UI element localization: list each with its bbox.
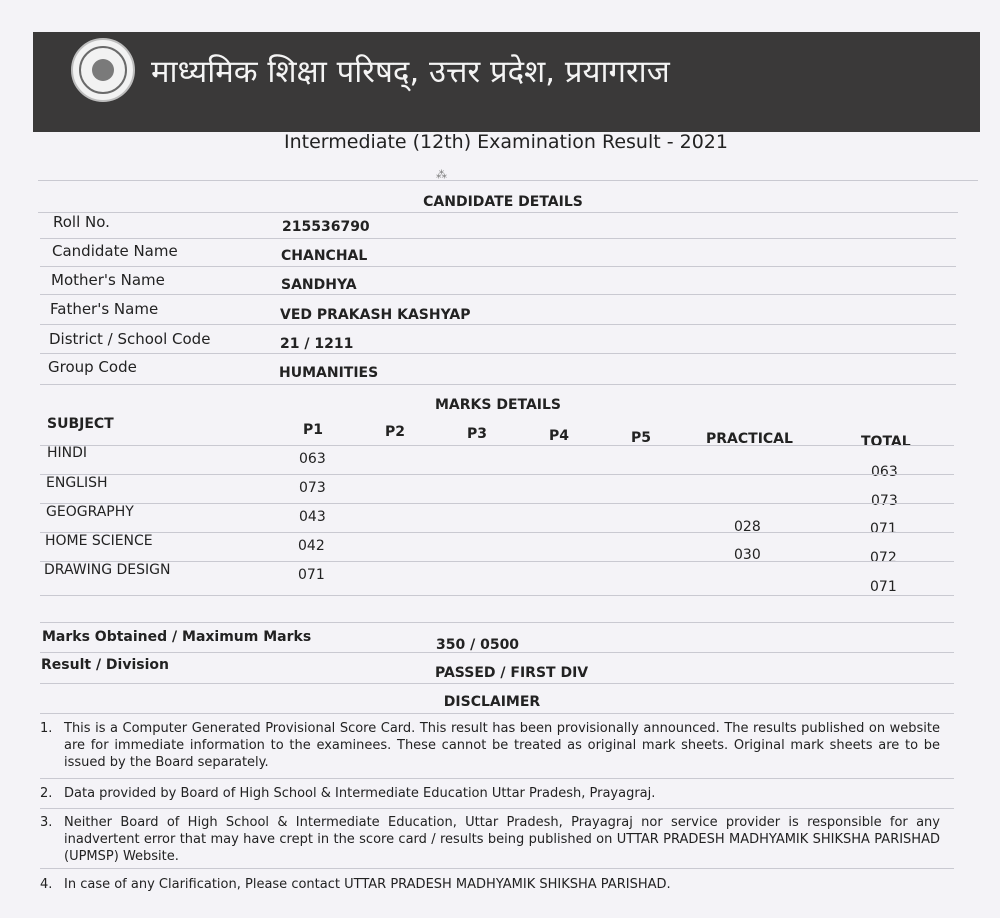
subject-cell: GEOGRAPHY xyxy=(46,504,134,520)
disclaimer-number: 4. xyxy=(40,877,53,892)
board-name: माध्यमिक शिक्षा परिषद्, उत्तर प्रदेश, प्रयागराज xyxy=(151,54,670,90)
total-cell: 071 xyxy=(870,579,897,595)
disclaimer-text: This is a Computer Generated Provisional Score Card. This result has been provisionally announced. The results published on website are for immediate information to the examinees. These cannot be treated as original mark sheets. Original mark sheets are to be issued by the Board separately. xyxy=(64,721,940,770)
p1-cell: 042 xyxy=(298,538,325,554)
district-school-code-label: District / School Code xyxy=(49,330,211,348)
total-cell: 073 xyxy=(871,493,898,509)
subject-cell: DRAWING DESIGN xyxy=(44,562,171,578)
result-division-value: PASSED / FIRST DIV xyxy=(435,665,589,681)
subject-cell: HINDI xyxy=(47,445,88,461)
practical-cell: 030 xyxy=(734,547,761,563)
disclaimer-number: 3. xyxy=(40,815,53,830)
page-title: Intermediate (12th) Examination Result - 2021 xyxy=(284,131,728,153)
p1-cell: 073 xyxy=(299,480,326,496)
total-cell: 071 xyxy=(870,521,897,537)
col-p5-header: P5 xyxy=(631,430,652,446)
col-total-header: TOTAL xyxy=(861,434,911,450)
p1-cell: 071 xyxy=(298,567,325,583)
disclaimer-number: 1. xyxy=(40,721,53,736)
col-p4-header: P4 xyxy=(549,428,570,444)
result-division-label: Result / Division xyxy=(41,657,169,673)
p1-cell: 063 xyxy=(299,451,326,467)
group-code-label: Group Code xyxy=(48,358,137,376)
practical-cell: 028 xyxy=(734,519,761,535)
candidate-name-label: Candidate Name xyxy=(52,242,178,260)
candidate-name-value: CHANCHAL xyxy=(281,248,368,264)
disclaimer-text: Data provided by Board of High School & Intermediate Education Uttar Pradesh, Prayagraj. xyxy=(64,786,656,801)
col-p3-header: P3 xyxy=(467,426,488,442)
header-banner xyxy=(33,32,980,132)
disclaimer-item xyxy=(40,720,940,771)
group-code-value: HUMANITIES xyxy=(279,365,379,381)
col-p2-header: P2 xyxy=(385,424,406,440)
father-name-value: VED PRAKASH KASHYAP xyxy=(280,307,471,323)
disclaimer-item xyxy=(40,814,940,865)
col-p1-header: P1 xyxy=(303,422,324,438)
candidate-details-heading: CANDIDATE DETAILS xyxy=(423,194,583,210)
col-practical-header: PRACTICAL xyxy=(706,431,793,447)
district-school-code-value: 21 / 1211 xyxy=(280,336,354,352)
disclaimer-item xyxy=(40,785,940,802)
disclaimer-heading: DISCLAIMER xyxy=(443,694,541,710)
roll-no-label: Roll No. xyxy=(53,213,110,231)
subject-cell: ENGLISH xyxy=(46,475,108,491)
father-name-label: Father's Name xyxy=(50,300,159,318)
scan-mark-icon: ⁂ xyxy=(436,168,447,181)
total-cell: 072 xyxy=(870,550,897,566)
marks-details-heading: MARKS DETAILS xyxy=(434,397,562,413)
subject-cell: HOME SCIENCE xyxy=(45,533,153,549)
mother-name-value: SANDHYA xyxy=(281,277,357,293)
disclaimer-text: Neither Board of High School & Intermediate Education, Uttar Pradesh, Prayagraj nor service provider is responsible for any inadvertent error that may have crept in the score card / results being published on UTTAR PRADESH MADHYAMIK SHIKSHA PARISHAD (UPMSP) Website. xyxy=(64,815,940,864)
marks-obtained-value: 350 / 0500 xyxy=(436,637,520,653)
mother-name-label: Mother's Name xyxy=(51,271,165,289)
board-emblem-icon xyxy=(71,38,135,102)
roll-no-value: 215536790 xyxy=(282,219,370,235)
p1-cell: 043 xyxy=(299,509,326,525)
disclaimer-number: 2. xyxy=(40,786,53,801)
total-cell: 063 xyxy=(871,464,898,480)
marks-obtained-label: Marks Obtained / Maximum Marks xyxy=(42,629,312,645)
col-subject-header: SUBJECT xyxy=(47,416,114,432)
disclaimer-item xyxy=(40,876,940,893)
disclaimer-text: In case of any Clarification, Please contact UTTAR PRADESH MADHYAMIK SHIKSHA PARISHAD. xyxy=(64,877,671,892)
